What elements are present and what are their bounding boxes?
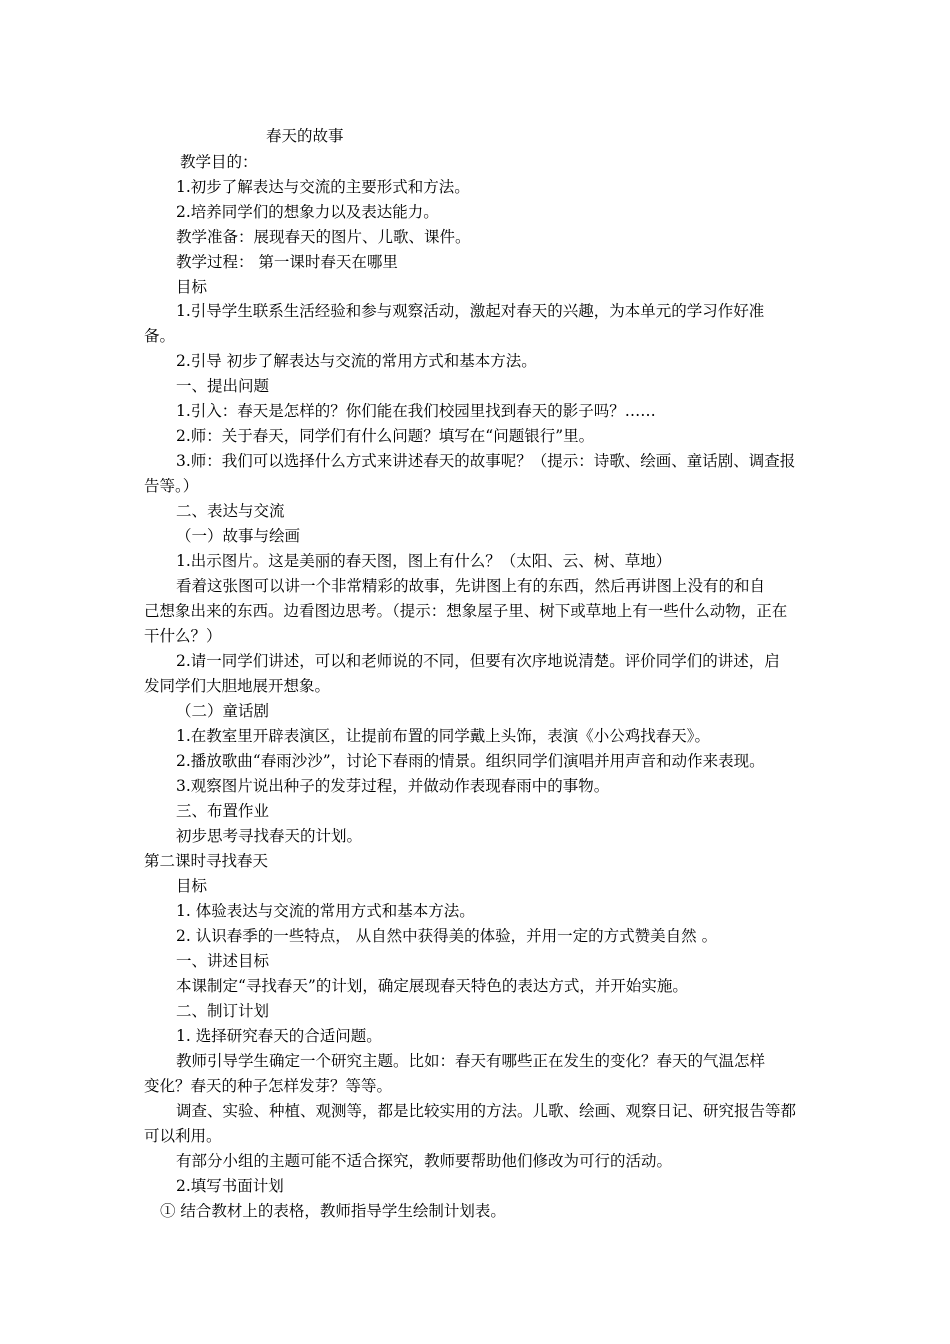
text-line: 2.师：关于春天，同学们有什么问题？填写在“问题银行”里。	[176, 427, 595, 445]
section-heading: 二、制订计划	[176, 1002, 270, 1020]
text-line: 2.填写书面计划	[176, 1177, 284, 1195]
subsection-heading: （一）故事与绘画	[176, 527, 301, 545]
text-line: 可以利用。	[144, 1127, 222, 1145]
section-heading: 二、表达与交流	[176, 502, 285, 520]
text-line: 3.观察图片说出种子的发芽过程，并做动作表现春雨中的事物。	[176, 777, 610, 795]
text-line: 有部分小组的主题可能不适合探究，教师要帮助他们修改为可行的活动。	[176, 1152, 673, 1170]
text-line: 教学准备：展现春天的图片、儿歌、课件。	[176, 228, 471, 246]
text-line: 教师引导学生确定一个研究主题。比如：春天有哪些正在发生的变化？春天的气温怎样	[176, 1052, 766, 1070]
text-line: 1. 体验表达与交流的常用方式和基本方法。	[176, 902, 475, 920]
section-heading: 一、提出问题	[176, 377, 270, 395]
text-line: 发同学们大胆地展开想象。	[144, 677, 331, 695]
text-line: 2. 认识春季的一些特点， 从自然中获得美的体验，并用一定的方式赞美自然 。	[176, 927, 718, 945]
text-line: 本课制定“寻找春天”的计划，确定展现春天特色的表达方式，并开始实施。	[176, 977, 688, 995]
text-line: 干什么？）	[144, 627, 222, 645]
section-heading: 三、布置作业	[176, 802, 270, 820]
lesson-heading: 第二课时寻找春天	[144, 852, 269, 870]
text-line: 1.初步了解表达与交流的主要形式和方法。	[176, 178, 470, 196]
text-line: 初步思考寻找春天的计划。	[176, 827, 363, 845]
text-line: 1.引入：春天是怎样的？你们能在我们校园里找到春天的影子吗？……	[176, 402, 656, 420]
text-line: 2.培养同学们的想象力以及表达能力。	[176, 203, 439, 221]
text-line: 2.引导 初步了解表达与交流的常用方式和基本方法。	[176, 352, 537, 370]
text-line: 己想象出来的东西。边看图边思考。（提示：想象屋子里、树下或草地上有一些什么动物，正在	[144, 602, 788, 620]
text-line: 目标	[176, 877, 208, 895]
text-line: 备。	[144, 327, 176, 345]
document-title: 春天的故事	[266, 127, 344, 145]
subsection-heading: （二）童话剧	[176, 702, 270, 720]
text-line: 3.师：我们可以选择什么方式来讲述春天的故事呢？（提示：诗歌、绘画、童话剧、调查报	[176, 452, 796, 470]
text-line: 告等。）	[144, 477, 199, 495]
text-line: 目标	[176, 278, 208, 296]
text-line: 变化？春天的种子怎样发芽？等等。	[144, 1077, 393, 1095]
text-line: 调查、实验、种植、观测等，都是比较实用的方法。儿歌、绘画、观察日记、研究报告等都	[176, 1102, 797, 1120]
text-line: 2.播放歌曲“春雨沙沙”，讨论下春雨的情景。组织同学们演唱并用声音和动作来表现。	[176, 752, 765, 770]
section-heading: 一、讲述目标	[176, 952, 270, 970]
text-line: 看着这张图可以讲一个非常精彩的故事，先讲图上有的东西，然后再讲图上没有的和自	[176, 577, 766, 595]
text-line: 1.在教室里开辟表演区，让提前布置的同学戴上头饰，表演《小公鸡找春天》。	[176, 727, 711, 745]
text-line: 1.引导学生联系生活经验和参与观察活动，激起对春天的兴趣，为本单元的学习作好准	[176, 302, 765, 320]
text-line: 1. 选择研究春天的合适问题。	[176, 1027, 382, 1045]
text-line: 1.出示图片。这是美丽的春天图，图上有什么？（太阳、云、树、草地）	[176, 552, 672, 570]
text-line: 教学目的：	[180, 153, 258, 171]
text-line: 2.请一同学们讲述，可以和老师说的不同，但要有次序地说清楚。评价同学们的讲述，启	[176, 652, 780, 670]
text-line: ① 结合教材上的表格，教师指导学生绘制计划表。	[160, 1202, 506, 1220]
text-line: 教学过程： 第一课时春天在哪里	[176, 253, 398, 271]
